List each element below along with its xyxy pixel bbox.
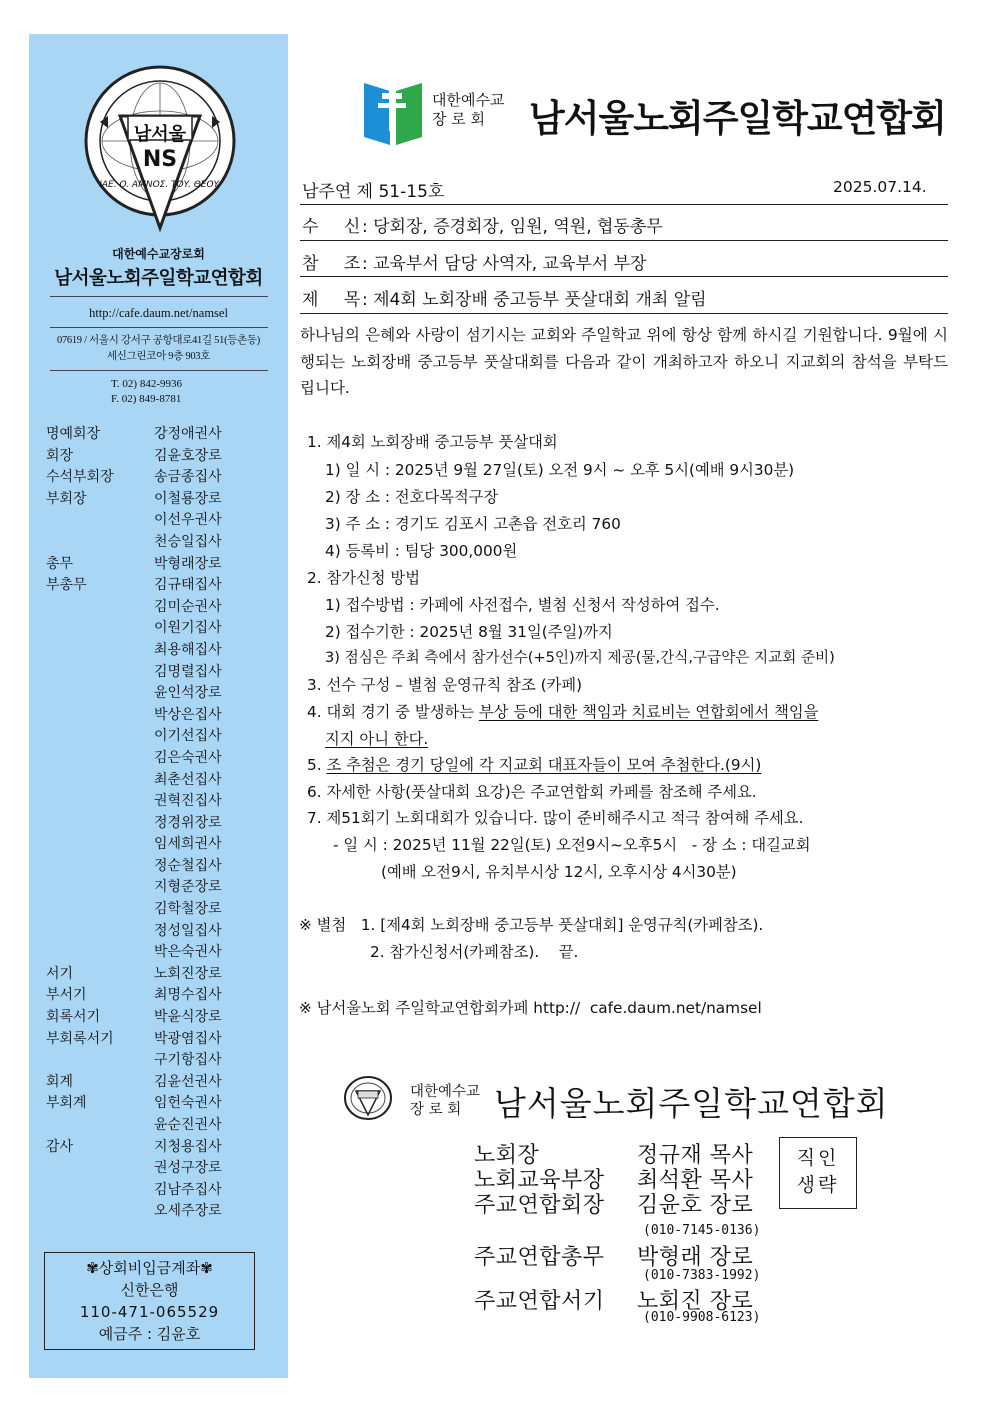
sidebar-contact: [111, 377, 182, 406]
staff-row: [46, 1072, 276, 1094]
sidebar-divider: [50, 370, 268, 371]
item-underline: 부상 등에 대한 책임과 치료비는 연합회에서 책임을: [478, 703, 819, 721]
staff-row: [46, 597, 276, 619]
footer-title: 남서울노회주일학교연합회: [494, 1084, 889, 1123]
small-seal-icon: [343, 1075, 393, 1125]
rule: [300, 204, 948, 205]
signer-row: [474, 1240, 754, 1271]
staff-name: 이선우권사: [154, 512, 222, 529]
staff-name: 노회진장로: [154, 965, 222, 982]
item: 4) 등록비 : 팀당 300,000원: [325, 542, 518, 560]
staff-row: [46, 489, 276, 511]
sidebar-address: [29, 333, 288, 365]
ref-value: : 교육부서 담당 사역자, 교육부서 부장: [362, 254, 647, 274]
staff-name: 임세희권사: [154, 836, 222, 853]
signer-role: 노회장: [474, 1143, 540, 1168]
staff-name: 최명수집사: [154, 987, 222, 1004]
staff-name: 김남주집사: [154, 1181, 222, 1198]
bank-account-box: [44, 1252, 255, 1350]
staff-row: [46, 618, 276, 640]
signer-role: 주교연합총무: [474, 1245, 605, 1270]
staff-row: [46, 748, 276, 770]
subject-label: 제 목: [302, 290, 371, 310]
staff-role: 수석부회장: [46, 469, 114, 486]
staff-row: [46, 1201, 276, 1223]
staff-name: 김명렬집사: [154, 663, 222, 680]
cross-book-icon: [364, 79, 422, 149]
bank-holder: 예금주 : 김윤호: [98, 1325, 201, 1343]
to-label: 수 신: [302, 217, 371, 237]
item: 1) 접수방법 : 카페에 사전접수, 별첨 신청서 작성하여 접수.: [325, 596, 720, 614]
staff-name: 박은숙권사: [154, 944, 222, 961]
staff-row: [46, 1007, 276, 1029]
staff-row: [46, 554, 276, 576]
item-text: 4. 대회 경기 중 발생하는: [307, 703, 479, 721]
footer-org-small-line: 대한예수교: [410, 1084, 481, 1100]
signer-name: 박형래 장로: [637, 1245, 754, 1270]
staff-row: [46, 921, 276, 943]
item: [307, 753, 761, 775]
sidebar-url[interactable]: http://cafe.daum.net/namsel: [89, 306, 228, 320]
staff-name: 김은숙권사: [154, 749, 222, 766]
staff-row: [46, 770, 276, 792]
staff-row: [46, 942, 276, 964]
staff-name: 정순철집사: [154, 857, 222, 874]
item: 2. 참가신청 방법: [307, 569, 420, 587]
attachment: ※ 별첨 1. [제4회 노회장배 중고등부 풋살대회] 운영규칙(카페참조).: [299, 916, 764, 934]
staff-row: [46, 510, 276, 532]
staff-role: 부서기: [46, 987, 87, 1004]
staff-row: [46, 791, 276, 813]
item: [325, 727, 428, 749]
sidebar: [29, 34, 288, 1378]
staff-list: [46, 424, 276, 1223]
staff-row: [46, 834, 276, 856]
item: 2) 장 소 : 전호다목적구장: [325, 488, 499, 506]
staff-row: [46, 1093, 276, 1115]
to-value: : 당회장, 증경회장, 임원, 역원, 협동총무: [362, 217, 663, 237]
seal-logo-text: 남서울: [133, 124, 187, 145]
staff-name: 권성구장로: [154, 1160, 222, 1177]
seal-logo: [80, 56, 240, 256]
fax: F. 02) 849-8781: [111, 392, 182, 405]
staff-name: 천승일집사: [154, 533, 222, 550]
bank-name: 신한은행: [120, 1281, 179, 1299]
item-underline: 조 추첨은 경기 당일에 각 지교회 대표자들이 모여 추첨한다.(9시): [326, 756, 762, 774]
staff-row: [46, 705, 276, 727]
signer-name: 노회진 장로: [637, 1289, 754, 1314]
item: 3. 선수 구성 – 별첨 운영규칙 참조 (카페): [307, 676, 583, 694]
signer-name: 김윤호 장로: [637, 1193, 754, 1218]
rule: [300, 240, 948, 241]
signer-role: 노회교육부장: [474, 1168, 605, 1193]
footer-org-small-line: 장 로 회: [410, 1102, 462, 1118]
staff-row: [46, 467, 276, 489]
signer-role: 주교연합회장: [474, 1193, 605, 1218]
header-org-small-line: 대한예수교: [432, 91, 505, 109]
staff-name: 이원기집사: [154, 620, 222, 637]
staff-name: 이철룡장로: [154, 490, 222, 507]
staff-name: 최춘선집사: [154, 771, 222, 788]
item: - 일 시 : 2025년 11월 22일(토) 오전9시~오후5시 - 장 소 : 대길교회: [333, 836, 811, 854]
item-underline: 지지 아니 한다.: [325, 730, 429, 748]
item-text: 5.: [307, 756, 327, 774]
staff-name: 정성일집사: [154, 922, 222, 939]
bank-title: ✾상회비입금계좌✾: [86, 1259, 213, 1277]
staff-row: [46, 446, 276, 468]
address-line: 세신그린코아 9층 903호: [106, 351, 211, 362]
staff-name: 최용해집사: [154, 641, 222, 658]
staff-name: 구기항집사: [154, 1052, 222, 1069]
item: 6. 자세한 사항(풋살대회 요강)은 주교연합회 카페를 참조해 주세요.: [307, 783, 757, 801]
staff-row: [46, 640, 276, 662]
staff-row: [46, 424, 276, 446]
seal-logo-ns: NS: [142, 147, 178, 172]
sidebar-divider: [50, 327, 268, 328]
rule: [300, 276, 948, 277]
staff-row: [46, 856, 276, 878]
staff-name: 강정애권사: [154, 426, 222, 442]
staff-row: [46, 964, 276, 986]
seal-logo-ring: IAE. O. AMNOΣ. TOY. ΘEOY.: [99, 180, 221, 190]
signer-role: 주교연합서기: [474, 1289, 605, 1314]
item: 1) 일 시 : 2025년 9월 27일(토) 오전 9시 ~ 오후 5시(예배 9시30분): [325, 461, 795, 479]
bank-account-number: 110-471-065529: [79, 1303, 220, 1321]
staff-name: 오세주장로: [154, 1203, 222, 1220]
ref-row: [302, 249, 646, 274]
subject-row: [302, 285, 707, 310]
staff-row: [46, 985, 276, 1007]
staff-row: [46, 1137, 276, 1159]
staff-name: 김규태집사: [154, 577, 222, 594]
header-org-small: [432, 91, 504, 129]
signer-row: [474, 1284, 754, 1315]
staff-name: 정경위장로: [154, 814, 222, 831]
staff-role: 회계: [46, 1073, 74, 1090]
staff-row: [46, 575, 276, 597]
signer-phone: (010-7145-0136): [643, 1223, 761, 1238]
staff-name: 박형래장로: [154, 555, 222, 572]
staff-name: 김윤선권사: [154, 1073, 222, 1090]
seal-omitted-box: [779, 1137, 857, 1209]
address-line: 07619 / 서울시 강서구 공항대로41길 51(등촌동): [57, 335, 260, 346]
staff-row: [46, 1115, 276, 1137]
signer-phone: (010-9908-6123): [643, 1310, 761, 1325]
staff-name: 김학철장로: [154, 901, 222, 918]
staff-name: 권혁진집사: [154, 793, 222, 810]
staff-row: [46, 532, 276, 554]
footer-org-small: [410, 1083, 480, 1119]
sidebar-divider: [50, 296, 268, 297]
staff-name: 송금종집사: [154, 469, 222, 486]
staff-row: [46, 662, 276, 684]
staff-role: 부회계: [46, 1095, 87, 1112]
staff-role: 회록서기: [46, 1009, 101, 1026]
to-row: [302, 212, 663, 237]
header-org-small-line: 장 로 회: [432, 110, 486, 128]
staff-name: 윤순진권사: [154, 1117, 222, 1133]
staff-row: [46, 1158, 276, 1180]
staff-role: 부회장: [46, 490, 87, 507]
staff-name: 임헌숙권사: [154, 1095, 222, 1112]
staff-name: 지청용집사: [154, 1138, 222, 1155]
subject-value: : 제4회 노회장배 중고등부 풋살대회 개최 알림: [362, 290, 707, 310]
staff-row: [46, 1029, 276, 1051]
signer-name: 최석환 목사: [637, 1168, 754, 1193]
staff-name: 박상은집사: [154, 706, 222, 723]
signer-name: 정규재 목사: [637, 1143, 754, 1168]
tel: T. 02) 842-9936: [111, 378, 182, 390]
attachment: 2. 참가신청서(카페참조). 끝.: [370, 943, 579, 961]
ref-label: 참 조: [302, 254, 371, 274]
staff-role: 총무: [46, 555, 74, 572]
stamp-text: 생략: [796, 1174, 840, 1196]
staff-name: 박광염집사: [154, 1030, 222, 1047]
staff-role: 명예회장: [46, 426, 101, 442]
staff-role: 부총무: [46, 577, 87, 594]
doc-date: 2025.07.14.: [833, 178, 927, 196]
item: 1. 제4회 노회장배 중고등부 풋살대회: [307, 433, 558, 451]
signer-phone: (010-7383-1992): [643, 1268, 761, 1283]
staff-row: [46, 813, 276, 835]
staff-row: [46, 877, 276, 899]
staff-role: 서기: [46, 965, 74, 982]
item: 3) 주 소 : 경기도 김포시 고촌읍 전호리 760: [325, 515, 621, 533]
item: (예배 오전9시, 유치부시상 12시, 오후시상 4시30분): [381, 863, 737, 881]
staff-name: 이기선집사: [154, 728, 222, 745]
staff-row: [46, 1050, 276, 1072]
staff-role: 감사: [46, 1138, 74, 1155]
staff-row: [46, 1180, 276, 1202]
staff-row: [46, 683, 276, 705]
staff-name: 김윤호장로: [154, 447, 222, 464]
staff-role: 부회록서기: [46, 1030, 114, 1047]
staff-row: [46, 899, 276, 921]
sidebar-org-small: 대한예수교장로회: [112, 247, 205, 261]
item: 7. 제51회기 노회대회가 있습니다. 많이 준비해주시고 적극 참여해 주세요.: [307, 809, 804, 827]
item: 3) 점심은 주최 측에서 참가선수(+5인)까지 제공(물,간식,구급약은 지교회 준비): [325, 649, 835, 666]
signer-row: [474, 1188, 754, 1219]
staff-row: [46, 726, 276, 748]
staff-role: 회장: [46, 447, 74, 464]
item: 2) 접수기한 : 2025년 8월 31일(주일)까지: [325, 623, 613, 641]
stamp-text: 직인: [796, 1147, 840, 1169]
doc-number: 남주연 제 51-15호: [302, 182, 445, 202]
cafe-link[interactable]: ※ 남서울노회 주일학교연합회카페 http:// cafe.daum.net/namsel: [299, 999, 762, 1017]
rule: [300, 313, 948, 314]
staff-name: 박윤식장로: [154, 1009, 222, 1026]
header-title: 남서울노회주일학교연합회: [529, 97, 946, 140]
body-paragraph: 하나님의 은혜와 사랑이 섬기시는 교회와 주일학교 위에 항상 함께 하시길 기원합니다. 9월에 시행되는 노회장배 중고등부 풋살대회를 다음과 같이 개최하고자 하오니 지교회의 참석을 부탁드립니다.: [300, 326, 948, 397]
sidebar-org-name: 남서울노회주일학교연합회: [54, 268, 263, 289]
staff-name: 김미순권사: [154, 598, 222, 615]
staff-name: 지형준장로: [154, 879, 222, 896]
item: [307, 700, 818, 722]
staff-name: 윤인석장로: [154, 685, 222, 702]
